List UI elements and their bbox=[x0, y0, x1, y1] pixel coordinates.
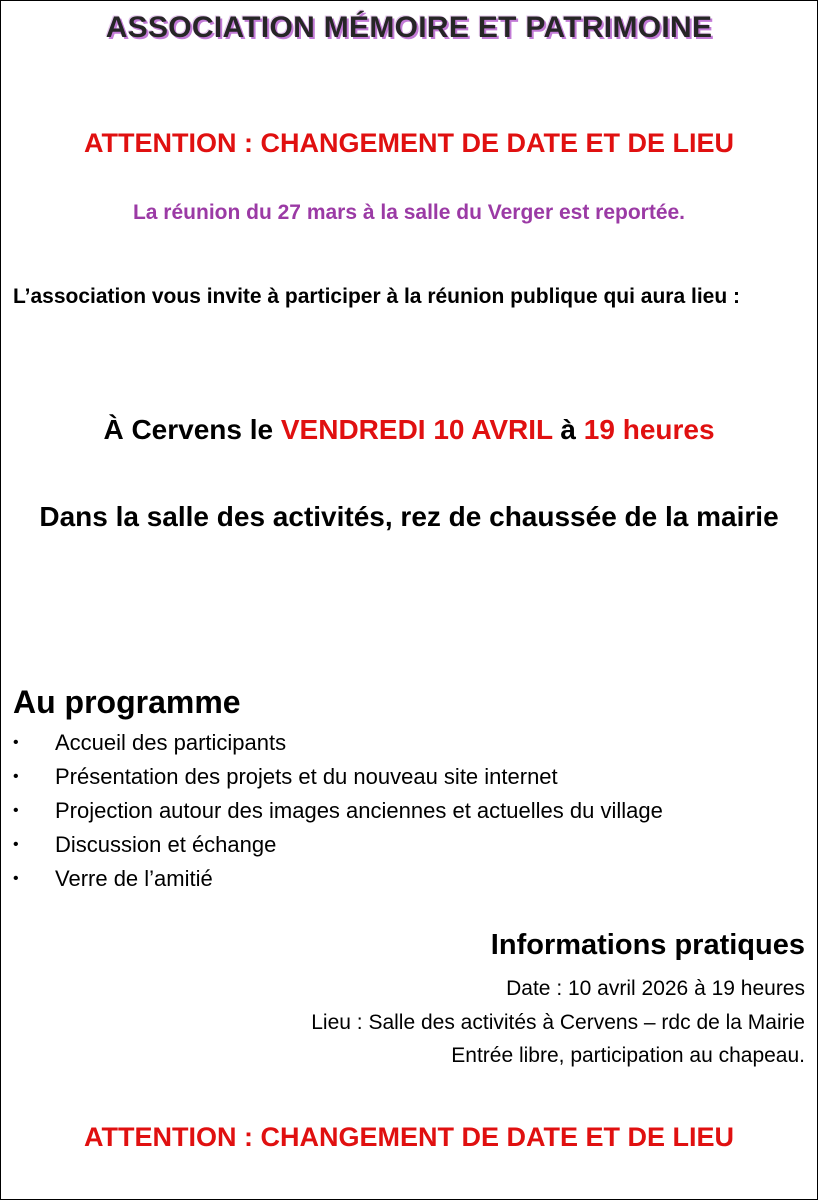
meeting-location: Dans la salle des activités, rez de chaussée de la mairie bbox=[39, 501, 779, 532]
meeting-date-line bbox=[1, 414, 817, 446]
association-title: ASSOCIATION MÉMOIRE ET PATRIMOINE bbox=[105, 11, 713, 44]
list-item bbox=[13, 726, 813, 760]
date-prefix: À Cervens le bbox=[103, 414, 281, 445]
bullet: • bbox=[13, 802, 19, 819]
practical-info-place: Lieu : Salle des activités à Cervens – rdc de la Mairie bbox=[311, 1011, 805, 1034]
program-item-label: Verre de l’amitié bbox=[55, 866, 213, 891]
meeting-time: 19 heures bbox=[583, 414, 715, 445]
practical-info-title: Informations pratiques bbox=[490, 929, 805, 961]
bullet: • bbox=[13, 768, 19, 785]
program-item-label: Présentation des projets et du nouveau site internet bbox=[55, 764, 558, 789]
bullet: • bbox=[13, 734, 19, 751]
change-alert-top: ATTENTION : CHANGEMENT DE DATE ET DE LIEU bbox=[84, 128, 734, 158]
list-item bbox=[13, 862, 813, 896]
bullet: • bbox=[13, 870, 19, 887]
list-item bbox=[13, 760, 813, 794]
program-title: Au programme bbox=[13, 684, 241, 720]
program-list bbox=[13, 726, 813, 896]
bullet: • bbox=[13, 836, 19, 853]
list-item bbox=[13, 794, 813, 828]
date-middle: à bbox=[552, 414, 584, 445]
practical-info-entry: Entrée libre, participation au chapeau. bbox=[451, 1044, 805, 1067]
invitation-text: L’association vous invite à participer à la réunion publique qui aura lieu : bbox=[13, 285, 740, 308]
list-item bbox=[13, 828, 813, 862]
postponement-notice: La réunion du 27 mars à la salle du Verger est reportée. bbox=[132, 201, 686, 224]
program-item-label: Accueil des participants bbox=[55, 730, 287, 755]
change-alert-bottom: ATTENTION : CHANGEMENT DE DATE ET DE LIEU bbox=[84, 1122, 734, 1152]
meeting-day: VENDREDI 10 AVRIL bbox=[280, 414, 553, 445]
program-item-label: Projection autour des images anciennes et actuelles du village bbox=[55, 798, 663, 823]
program-item-label: Discussion et échange bbox=[55, 832, 277, 857]
practical-info-date: Date : 10 avril 2026 à 19 heures bbox=[506, 977, 805, 1000]
